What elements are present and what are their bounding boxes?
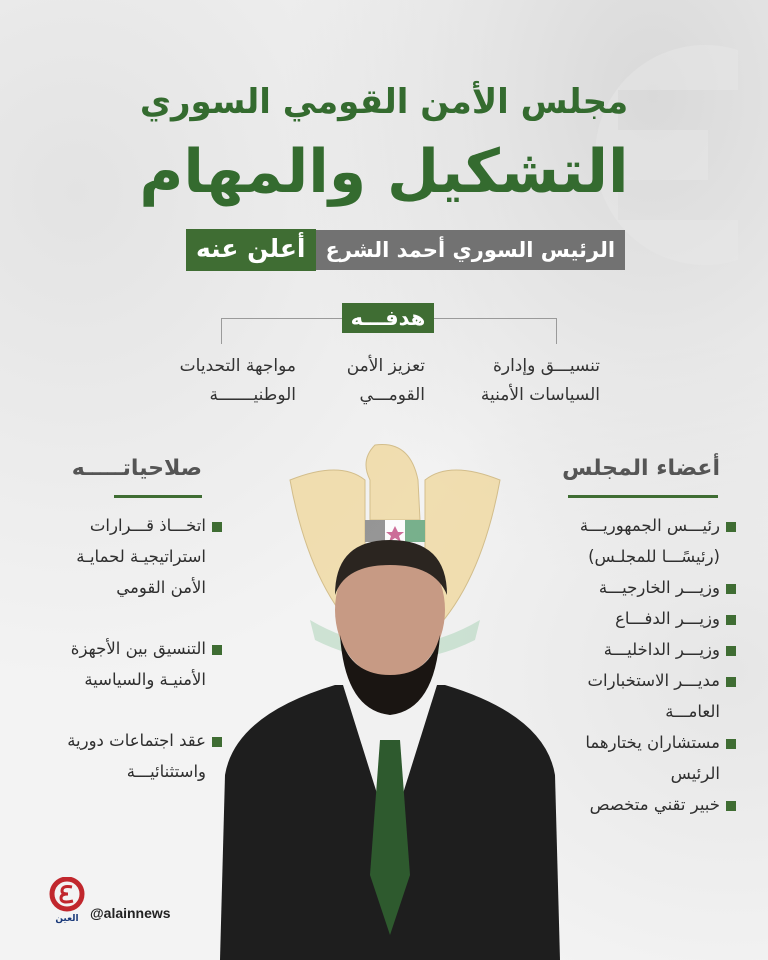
list-item <box>536 510 736 572</box>
powers-heading: صلاحياتـــــه <box>71 456 202 481</box>
list-item <box>536 727 736 789</box>
svg-text:العين: العين <box>55 914 79 924</box>
members-list <box>536 510 736 820</box>
list-item <box>50 725 222 787</box>
list-item-text: وزيـــر الخارجيـــة <box>598 578 720 597</box>
list-item <box>536 603 736 634</box>
square-bullet-icon <box>212 737 222 747</box>
square-bullet-icon <box>726 677 736 687</box>
goal-item <box>450 352 600 410</box>
list-item <box>536 665 736 727</box>
goal-line: السياسات الأمنية <box>480 385 600 405</box>
goal-line: تعزيز الأمن <box>346 356 425 376</box>
goal-line: الوطنيـــــــة <box>209 385 296 405</box>
square-bullet-icon <box>212 522 222 532</box>
announcer-name: الرئيس السوري أحمد الشرع <box>316 230 626 270</box>
goal-item <box>275 352 425 410</box>
list-item-text: مستشاران يختارهما الرئيس <box>585 733 720 783</box>
goal-line: القومـــي <box>359 385 425 405</box>
list-item <box>536 634 736 665</box>
square-bullet-icon <box>726 801 736 811</box>
square-bullet-icon <box>212 645 222 655</box>
list-item-text: خبير تقني متخصص <box>589 795 720 814</box>
list-item <box>50 510 222 603</box>
square-bullet-icon <box>726 584 736 594</box>
list-item-text: مديـــر الاستخبارات العامـــة <box>587 671 720 721</box>
list-item-text: عقد اجتماعات دورية واستثنائيـــة <box>67 731 206 781</box>
list-item <box>50 633 222 695</box>
goals-heading: هدفـــه <box>342 303 434 333</box>
goal-line: مواجهة التحديات <box>179 356 296 376</box>
goal-item <box>146 352 296 410</box>
square-bullet-icon <box>726 522 736 532</box>
powers-list <box>50 510 222 817</box>
powers-heading-underline <box>114 495 202 498</box>
president-photo <box>215 535 565 960</box>
list-item-text: وزيـــر الدفـــاع <box>615 609 720 628</box>
square-bullet-icon <box>726 646 736 656</box>
list-item-text: وزيـــر الداخليـــة <box>603 640 720 659</box>
page-title-line2: التشكيل والمهام <box>139 137 629 207</box>
alain-logo-icon <box>48 877 86 925</box>
list-item-text: التنسيق بين الأجهزة الأمنيـة والسياسية <box>70 639 206 689</box>
goal-line: تنسيـــق وإدارة <box>492 356 600 376</box>
social-handle: @alainnews <box>90 905 171 921</box>
members-heading-underline <box>568 495 718 498</box>
square-bullet-icon <box>726 739 736 749</box>
list-item-text: رئيـــس الجمهوريـــة (رئيسًـــا للمجلـس) <box>579 516 720 566</box>
list-item-text: اتخـــاذ قـــرارات استراتيجيـة لحمايـة الأمن القومي <box>76 516 206 597</box>
square-bullet-icon <box>726 615 736 625</box>
announcement-label: أعلن عنه <box>186 229 316 271</box>
announcement-banner <box>183 229 625 271</box>
list-item <box>536 572 736 603</box>
members-heading: أعضاء المجلس <box>562 456 720 481</box>
page-title-line1: مجلس الأمن القومي السوري <box>139 82 629 122</box>
list-item <box>536 789 736 820</box>
